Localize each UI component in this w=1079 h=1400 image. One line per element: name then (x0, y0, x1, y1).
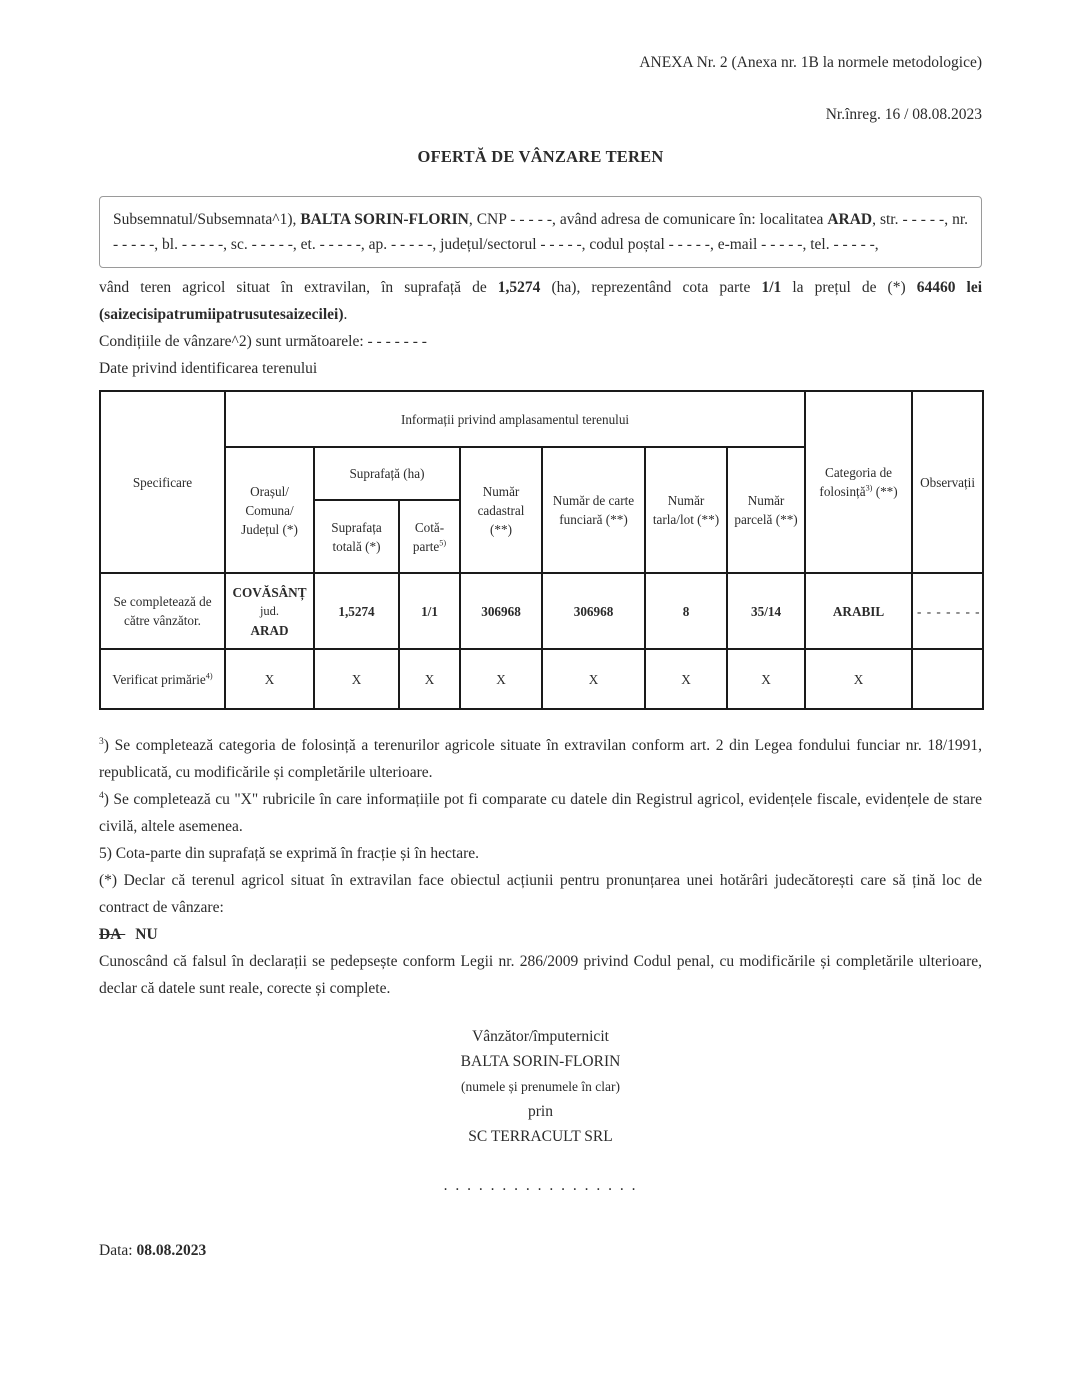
cell-oras-value (225, 573, 314, 649)
header-oras-line3: Județul (*) (241, 521, 298, 537)
header-carte-funciara (542, 447, 645, 573)
signature-via: prin (528, 1103, 553, 1120)
cell-observatii-value: - - - - - - - (912, 573, 983, 649)
star-declaration: (*) Declar că terenul agricol situat în extravilan face obiectul acțiunii pentru pronunțarea unei hotărâri judecătorești care să țină loc de contract de vânzare: (99, 872, 982, 916)
header-categoria-stars: (**) (872, 484, 898, 499)
header-cota-line2 (404, 537, 455, 556)
cell-cadastral-value: 306968 (460, 573, 542, 649)
header-suprafata-line1: Suprafața (331, 519, 382, 535)
signature-role: Vânzător/împuternicit (472, 1028, 609, 1045)
cell-suprafata-value: 1,5274 (314, 573, 399, 649)
offer-paragraph (99, 274, 982, 328)
seller-data-row (100, 573, 983, 649)
header-categoria-sup: 3) (865, 483, 873, 493)
intro-seg1: Subsemnatul/Subsemnata^1), (113, 211, 301, 228)
offer-seg1: vând teren agricol situat în extravilan, în suprafață de (99, 279, 498, 296)
signature-block (99, 1024, 982, 1198)
header-cota-parte (399, 500, 460, 573)
header-suprafata-totala (314, 500, 399, 573)
verificat-label-sup: 4) (205, 671, 213, 681)
verificat-label-text: Verificat primărie (112, 671, 206, 687)
da-nu-line (99, 921, 982, 948)
da-option-struck: DA (99, 926, 126, 943)
sale-conditions: Condițiile de vânzare^2) sunt următoarele: - - - - - - - (99, 333, 427, 350)
cell-verificat-x5: X (542, 649, 645, 709)
seller-name: BALTA SORIN-FLORIN (300, 211, 469, 228)
offer-area: 1,5274 (497, 279, 541, 296)
verificat-row (100, 649, 983, 709)
intro-seg3: , str. - - - - -, nr. - - - - -, bl. - - - - -, sc. - - - - -, et. - - - - -, ap. - - - - -, județul/sectorul - - - - -, codul poștal - - - - -, e-mail - - - - -, tel. - - - - -, (113, 211, 968, 253)
land-identification-table (99, 390, 984, 710)
offer-seg2: (ha), reprezentând cota parte (540, 279, 762, 296)
header-parcela-line2: parcelă (**) (734, 512, 798, 527)
header-carte-line2: funciară (**) (559, 512, 628, 527)
cell-seller-label (100, 573, 225, 649)
offer-share: 1/1 (761, 279, 782, 296)
header-categoria (805, 391, 912, 573)
header-suprafata-group: Suprafață (ha) (314, 447, 460, 500)
oras-value-line1: COVĂSÂNȚ (232, 584, 307, 600)
cell-cota-value: 1/1 (399, 573, 460, 649)
header-parcela (727, 447, 805, 573)
cell-tarla-value: 8 (645, 573, 727, 649)
header-tarla-line2: tarla/lot (**) (652, 512, 720, 527)
header-oras-line1: Orașul/ (250, 483, 289, 499)
oras-value-line2: jud. (259, 603, 280, 618)
header-oras (225, 447, 314, 573)
header-cadastral (460, 447, 542, 573)
cell-carte-value: 306968 (542, 573, 645, 649)
header-cota-sup: 5) (439, 538, 447, 548)
offer-price-words: (saizecisipatrumiipatrusutesaizecilei) (99, 306, 344, 323)
cell-verificat-observatii (912, 649, 983, 709)
signature-dotted-line: . . . . . . . . . . . . . . . . . (443, 1177, 638, 1194)
header-specificare: Specificare (100, 391, 225, 573)
header-categoria-word: folosință (819, 484, 866, 499)
document-title: OFERTĂ DE VÂNZARE TEREN (417, 147, 664, 166)
header-categoria-line1: Categoria de (825, 465, 893, 480)
offer-seg3: la prețul de (*) (781, 279, 917, 296)
header-cadastral-line2: cadastral (**) (477, 502, 525, 537)
footnote-4 (99, 786, 982, 840)
cell-verificat-x7: X (727, 649, 805, 709)
footnote-3-text: ) Se completează categoria de folosință a terenurilor agricole situate în extravilan conform art. 2 din Legea fondului funciar nr. 18/1991, republicată, cu modificările și completările ulterioare. (99, 737, 982, 781)
header-cota-line1: Cotă- (414, 519, 445, 535)
footnote-4-text: ) Se completează cu "X" rubricile în care informațiile pot fi comparate cu datele din Registrul agricol, evidențele fiscale, evidențele de stare civilă, altele asemenea. (99, 791, 982, 835)
cell-verificat-x6: X (645, 649, 727, 709)
oras-value-line3: ARAD (250, 622, 289, 638)
footnotes-section (99, 732, 982, 1002)
date-value: 08.08.2023 (136, 1242, 207, 1259)
header-cota-word: parte (412, 538, 440, 554)
cell-categoria-value: ARABIL (805, 573, 912, 649)
header-categoria-line2 (810, 482, 907, 501)
seller-label-line2: către vânzător. (124, 613, 201, 628)
cell-verificat-x3: X (399, 649, 460, 709)
header-oras-line2: Comuna/ (245, 502, 294, 518)
nu-option: NU (135, 926, 158, 943)
cell-verificat-label (100, 649, 225, 709)
penal-declaration: Cunoscând că falsul în declarații se pedepsește conform Legii nr. 286/2009 privind Codul penal, cu modificările și completările ulterioare, declar că datele sunt reale, corecte și complete. (99, 953, 982, 997)
header-cadastral-line1: Număr (482, 483, 520, 499)
header-parcela-line1: Număr (747, 493, 785, 508)
cell-verificat-x8: X (805, 649, 912, 709)
cell-verificat-x1: X (225, 649, 314, 709)
header-info-group: Informații privind amplasamentul terenului (225, 391, 805, 447)
header-observatii: Observații (912, 391, 983, 573)
cell-parcela-value: 35/14 (727, 573, 805, 649)
header-tarla (645, 447, 727, 573)
header-tarla-line1: Număr (667, 493, 705, 508)
signature-name: BALTA SORIN-FLORIN (460, 1053, 621, 1070)
seller-label-line1: Se completează de (113, 594, 212, 609)
signature-company: SC TERRACULT SRL (468, 1128, 613, 1145)
offer-seg5: . (343, 306, 348, 323)
footnote-4-sup: 4 (99, 789, 104, 801)
footnote-5: 5) Cota-parte din suprafață se exprimă în fracție și în hectare. (99, 845, 480, 862)
document-date-line (99, 1240, 982, 1262)
seller-identity-box (99, 196, 982, 268)
footnote-3-sup: 3 (99, 735, 104, 747)
signature-note: (numele și prenumele în clar) (461, 1079, 620, 1094)
header-carte-line1: Număr de carte (552, 493, 635, 508)
table-header-group-row (100, 391, 983, 447)
offer-price: 64460 lei (916, 279, 983, 296)
footnote-3 (99, 732, 982, 786)
seller-locality: ARAD (827, 211, 873, 228)
land-data-heading: Date privind identificarea terenului (99, 360, 318, 377)
date-label: Data: (99, 1242, 137, 1259)
registration-number: Nr.înreg. 16 / 08.08.2023 (825, 106, 982, 123)
anexa-reference: ANEXA Nr. 2 (Anexa nr. 1B la normele metodologice) (639, 54, 982, 71)
intro-seg2: , CNP - - - - -, având adresa de comunicare în: localitatea (468, 211, 828, 228)
cell-verificat-x2: X (314, 649, 399, 709)
cell-verificat-x4: X (460, 649, 542, 709)
header-suprafata-line2: totală (*) (332, 538, 381, 554)
